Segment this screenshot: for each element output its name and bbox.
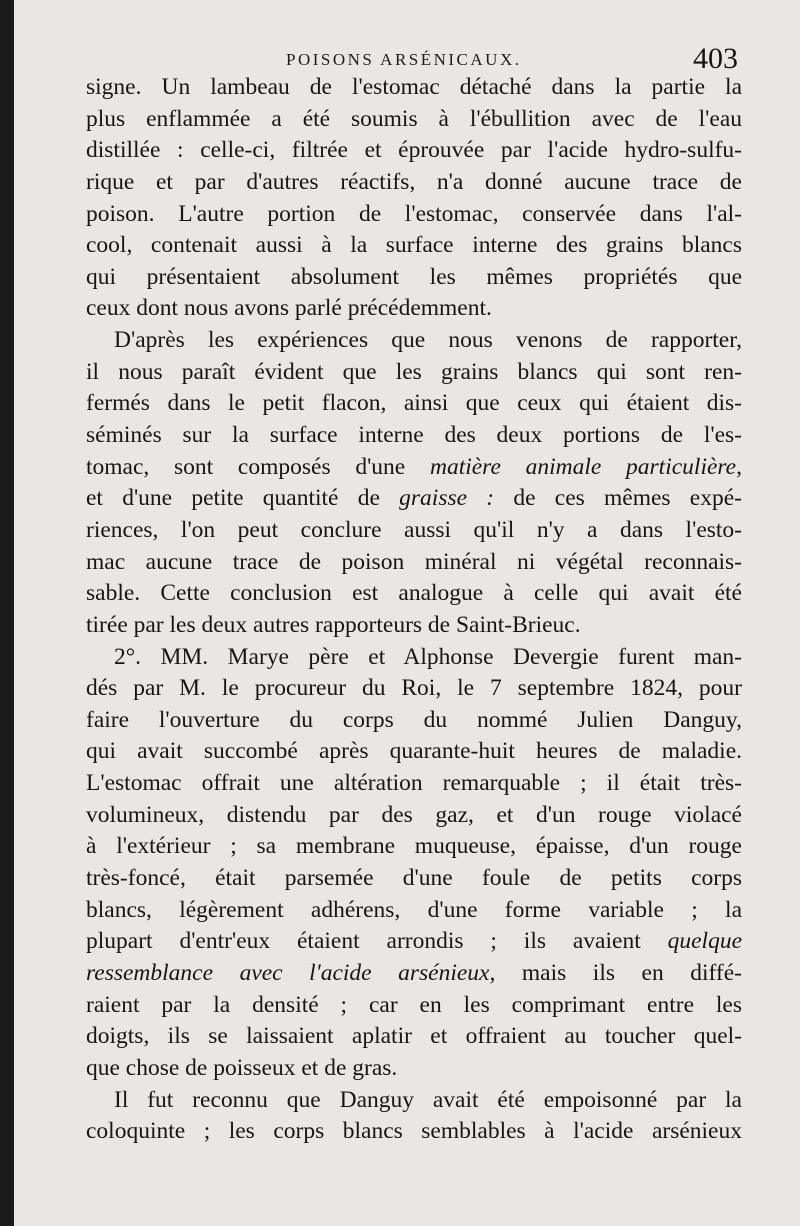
text-line: fermés dans le petit flacon, ainsi que ceux qui étaient dis- <box>86 390 742 417</box>
text-line <box>86 452 742 484</box>
paragraph-start-line: Il fut reconnu que Danguy avait été empoisonné par la <box>114 1086 742 1113</box>
text-line: à l'extérieur ; sa membrane muqueuse, épaisse, d'un rouge <box>86 833 742 860</box>
text-segment: plupart d'entr'eux étaient arrondis ; ils avaient <box>86 928 668 955</box>
text-line: qui présentaient absolument les mêmes propriétés que <box>86 263 742 290</box>
text-segment: de ces mêmes expé- <box>494 485 742 512</box>
text-line: tirée par les deux autres rapporteurs de Saint-Brieuc. <box>86 611 581 638</box>
text-line: L'estomac offrait une altération remarquable ; il était très- <box>86 770 742 797</box>
italic-phrase: ressemblance avec l'acide arsénieux <box>86 959 490 986</box>
italic-phrase: graisse : <box>399 485 495 512</box>
running-head: POISONS ARSÉNICAUX. <box>286 50 522 69</box>
text-line <box>86 926 742 958</box>
text-line: raient par la densité ; car en les comprimant entre les <box>86 991 742 1018</box>
text-line: très-foncé, était parsemée d'une foule de petits corps <box>86 865 742 892</box>
text-line: sable. Cette conclusion est analogue à celle qui avait été <box>86 580 742 607</box>
text-line: cool, contenait aussi à la surface interne des grains blancs <box>86 232 742 259</box>
text-line: plus enflammée a été soumis à l'ébullition avec de l'eau <box>86 105 742 132</box>
text-line: signe. Un lambeau de l'estomac détaché dans la partie la <box>86 74 742 100</box>
text-line: doigts, ils se laissaient aplatir et offraient au toucher quel- <box>86 1023 742 1050</box>
italic-phrase: quelque <box>667 928 742 955</box>
book-page <box>14 0 800 1226</box>
text-line: qui avait succombé après quarante-huit heures de maladie. <box>86 738 742 765</box>
text-line: dés par M. le procureur du Roi, le 7 septembre 1824, pour <box>86 675 742 702</box>
text-line: rique et par d'autres réactifs, n'a donné aucune trace de <box>86 168 742 195</box>
page-number: 403 <box>693 42 738 75</box>
paragraph-start-line: D'après les expériences que nous venons de rapporter, <box>114 327 742 354</box>
text-line: mac aucune trace de poison minéral ni végétal reconnais- <box>86 548 742 575</box>
text-line <box>86 958 742 990</box>
text-line: faire l'ouverture du corps du nommé Julien Danguy, <box>86 706 742 733</box>
text-segment: , mais ils en diffé- <box>489 959 743 986</box>
text-segment: tomac, sont composés d'une <box>86 453 430 480</box>
italic-phrase: matière animale particulière <box>429 453 737 480</box>
text-line: séminés sur la surface interne des deux portions de l'es- <box>86 422 742 449</box>
text-line: ceux dont nous avons parlé précédemment. <box>86 295 492 322</box>
body-text <box>86 72 742 1148</box>
text-line: blancs, légèrement adhérens, d'une forme variable ; la <box>86 896 742 923</box>
text-line: riences, l'on peut conclure aussi qu'il n'y a dans l'esto- <box>86 516 742 543</box>
text-segment: et d'une petite quantité de <box>86 485 400 512</box>
text-line: que chose de poisseux et de gras. <box>86 1054 398 1081</box>
text-line: distillée : celle-ci, filtrée et éprouvée par l'acide hydro-sulfu- <box>86 137 742 164</box>
text-line: coloquinte ; les corps blancs semblables à l'acide arsénieux <box>86 1118 742 1145</box>
text-line <box>86 483 742 515</box>
text-line: volumineux, distendu par des gaz, et d'un rouge violacé <box>86 801 742 828</box>
text-line: poison. L'autre portion de l'estomac, conservée dans l'al- <box>86 200 742 227</box>
text-line: il nous paraît évident que les grains blancs qui sont ren- <box>86 358 742 385</box>
paragraph-start-line: 2°. MM. Marye père et Alphonse Devergie furent man- <box>114 643 742 670</box>
text-segment: , <box>736 453 742 480</box>
